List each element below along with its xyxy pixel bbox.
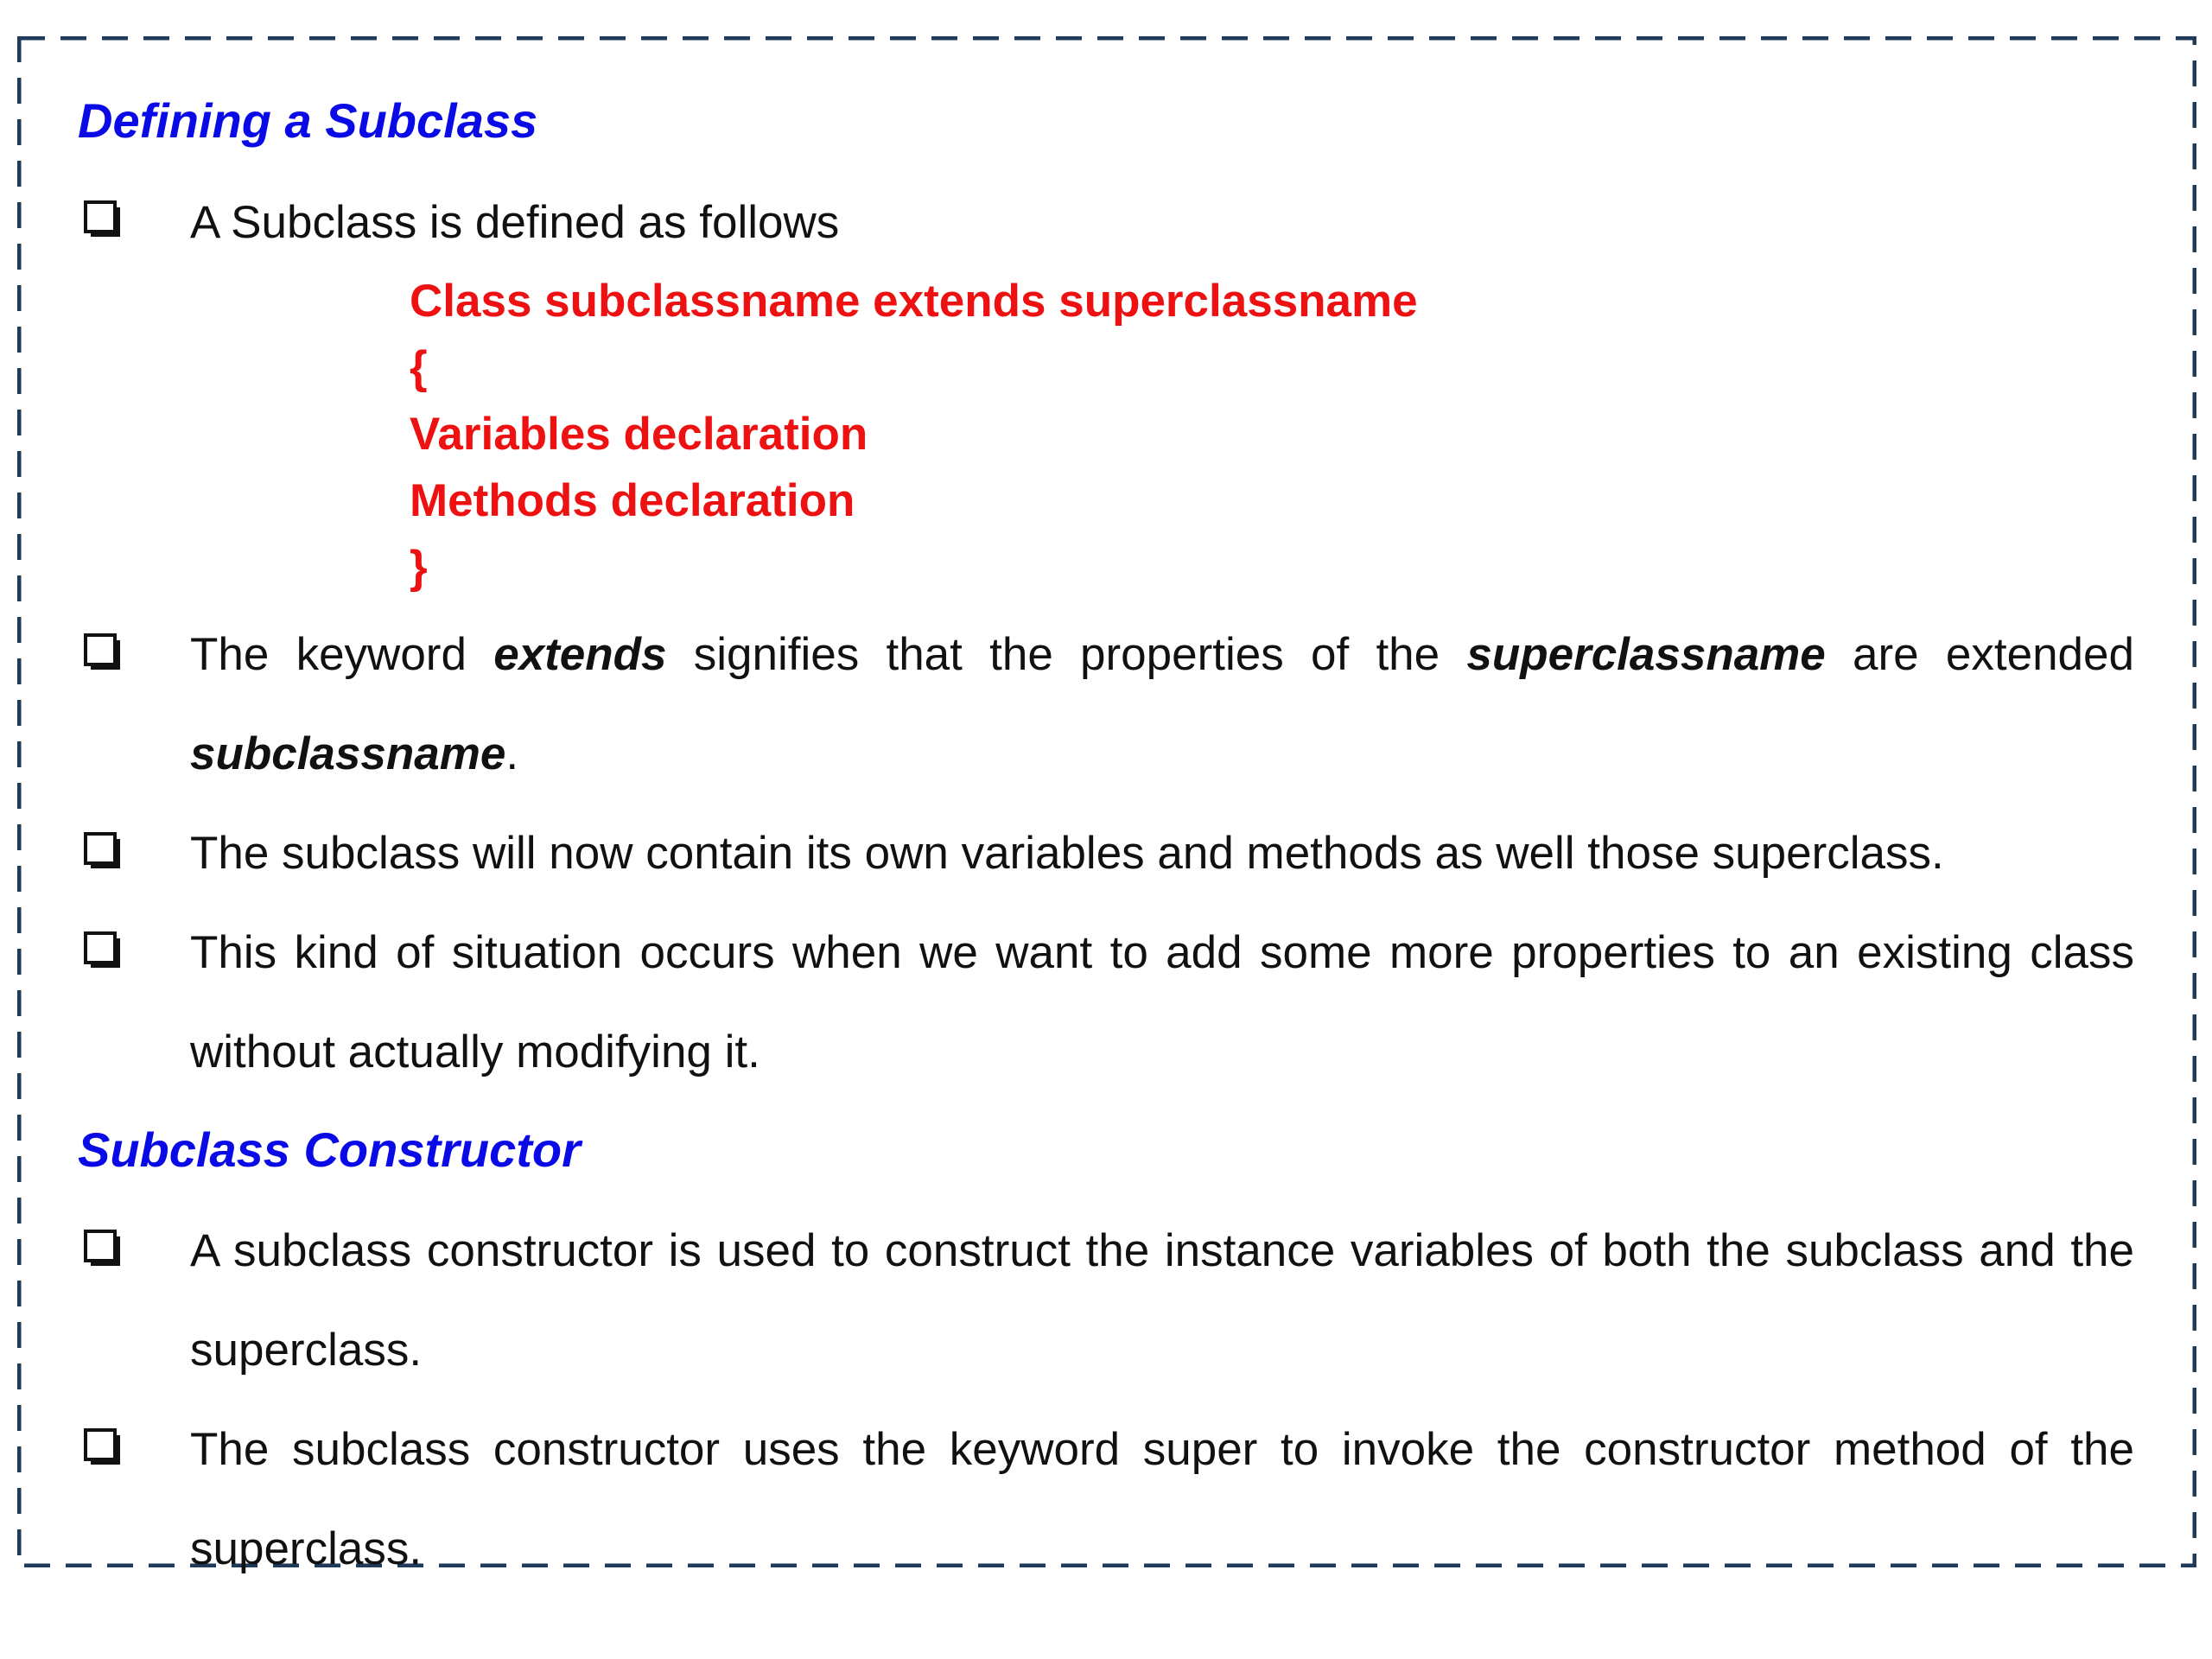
bullet-super-keyword: The subclass constructor uses the keyword super to invoke the constructor method of the superclass. [190,1424,2134,1574]
checkbox-bullet-icon [84,832,115,863]
checkbox-bullet-icon [84,1230,115,1261]
checkbox-bullet-icon [84,633,115,664]
checkbox-bullet-icon [84,931,115,963]
emphasis-extends: extends [493,629,667,680]
checkbox-bullet-icon [84,200,115,232]
bullet-situation: This kind of situation occurs when we want to add some more properties to an existing class without actually modifying it. [190,927,2134,1077]
checkbox-bullet-icon [84,1428,115,1459]
code-line-close-brace: } [410,542,428,593]
code-line-open-brace: { [410,342,428,393]
text-fragment: are extended [1825,629,2134,680]
bullet-constructor-purpose: A subclass constructor is used to construct the instance variables of both the subclass and the superclass. [190,1225,2134,1376]
code-line-methods: Methods declaration [410,475,855,526]
section-heading-subclass-constructor: Subclass Constructor [78,1122,581,1177]
section-heading-defining-subclass: Defining a Subclass [78,93,538,148]
text-fragment: . [505,728,519,779]
bullet-subclass-definition: A Subclass is defined as follows [190,197,840,248]
code-line-class-declaration: Class subclassname extends superclassname [410,276,1418,327]
text-fragment: The keyword [190,629,494,680]
code-line-variables: Variables declaration [410,409,868,460]
bullet-extends-keyword [190,605,2134,804]
text-fragment: signifies that the properties of the [666,629,1467,680]
emphasis-subclassname: subclassname [190,728,506,779]
bullet-subclass-contents: The subclass will now contain its own variables and methods as well those superclass. [190,828,1944,879]
emphasis-superclassname: superclassname [1466,629,1826,680]
